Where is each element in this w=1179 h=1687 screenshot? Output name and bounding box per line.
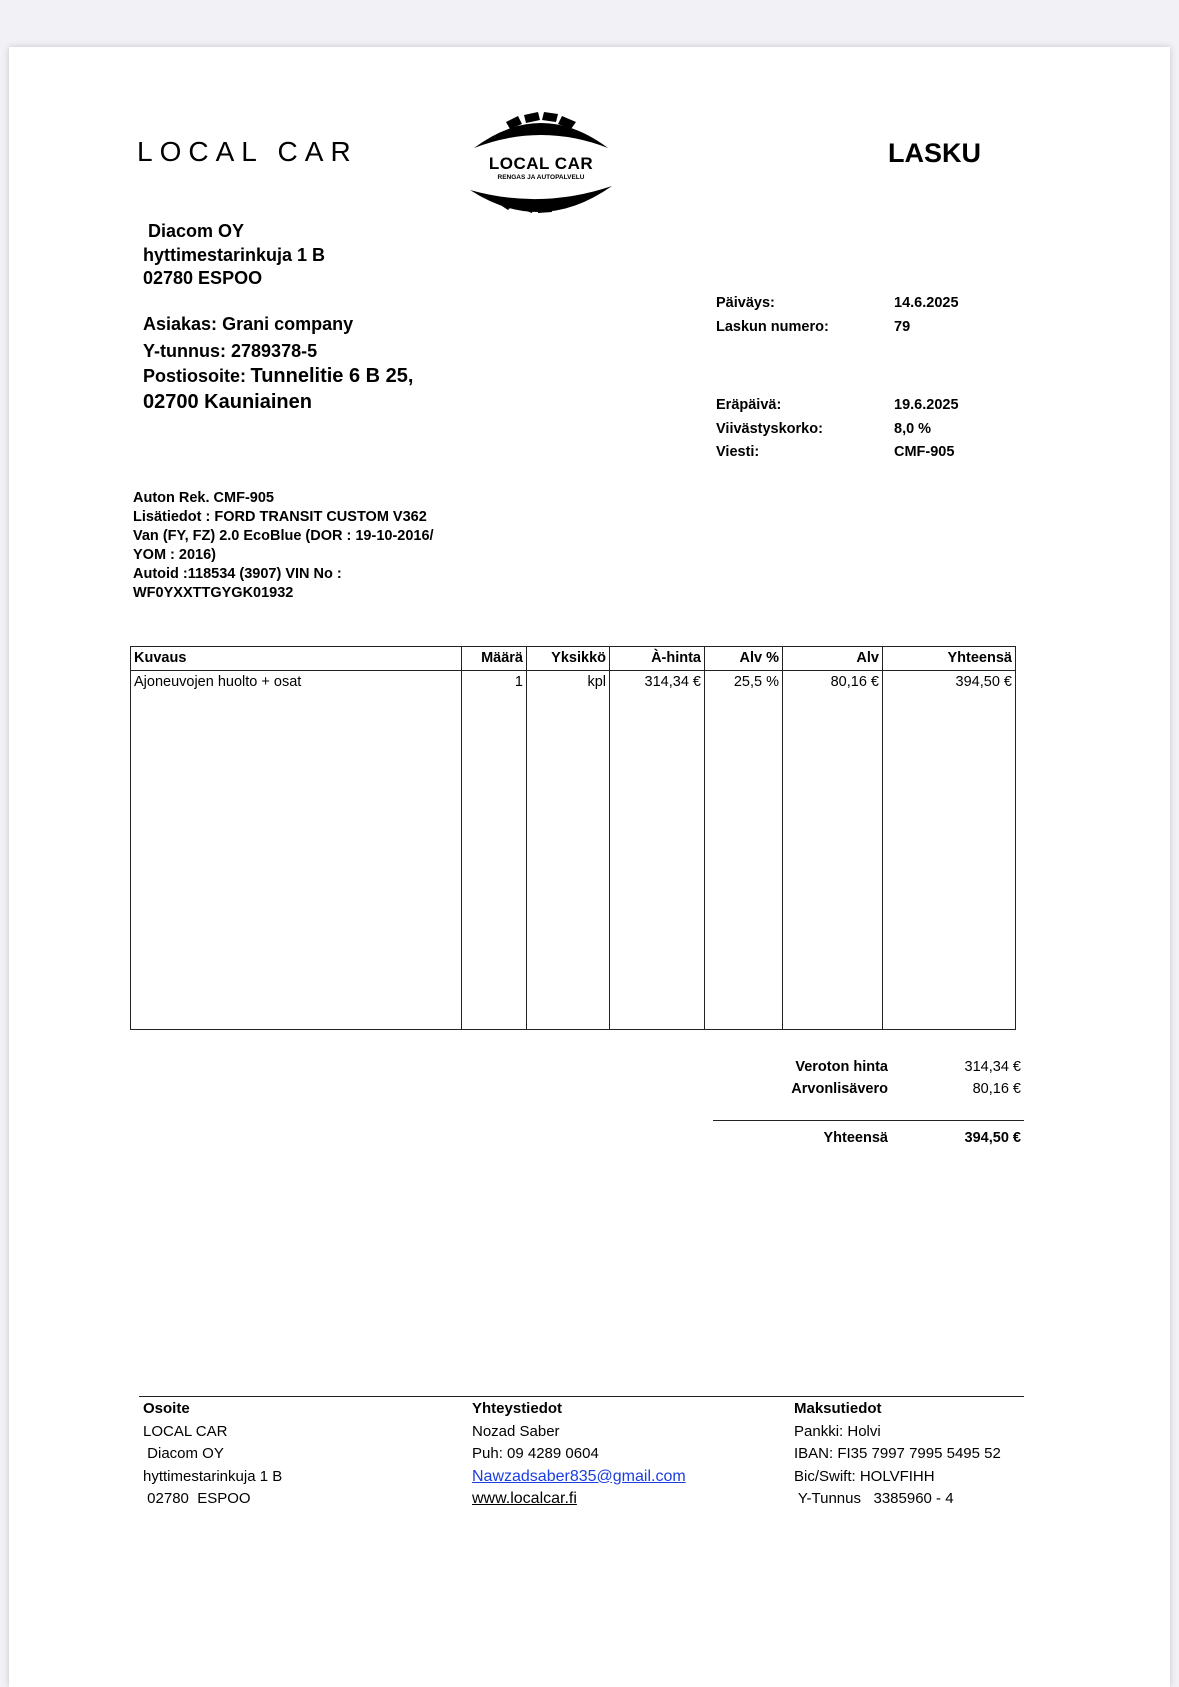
car-info-line: Van (FY, FZ) 2.0 EcoBlue (DOR : 19-10-2016/ bbox=[133, 528, 434, 544]
logo-subtitle: RENGAS JA AUTOPALVELU bbox=[497, 174, 585, 181]
totals-divider bbox=[713, 1120, 1024, 1121]
payment-bank: Pankki: Holvi bbox=[794, 1422, 881, 1440]
footer-address-heading: Osoite bbox=[143, 1400, 190, 1417]
customer-name: Grani company bbox=[222, 314, 354, 334]
company-brand: LOCAL CAR bbox=[137, 136, 358, 167]
car-info bbox=[133, 489, 463, 603]
header-total: Yhteensä bbox=[947, 650, 1012, 666]
footer-contact bbox=[472, 1398, 686, 1511]
payment-bic: Bic/Swift: HOLVFIHH bbox=[794, 1467, 935, 1485]
header-vat: Alv bbox=[856, 650, 879, 666]
customer-address-line2: 02700 Kauniainen bbox=[143, 391, 312, 413]
footer-address bbox=[143, 1398, 282, 1511]
row-description: Ajoneuvojen huolto + osat bbox=[134, 674, 302, 690]
customer-address-line1: Tunnelitie 6 B 25, bbox=[250, 365, 414, 387]
header-quantity: Määrä bbox=[481, 650, 523, 666]
header-unit: Yksikkö bbox=[551, 650, 606, 666]
payment-iban: IBAN: FI35 7997 7995 5495 52 bbox=[794, 1445, 1001, 1462]
contact-name: Nozad Saber bbox=[472, 1422, 560, 1440]
car-info-line: Auton Rek. CMF-905 bbox=[133, 490, 274, 506]
company-city: 02780 ESPOO bbox=[143, 268, 263, 288]
interest-label: Viivästyskorko: bbox=[716, 421, 823, 437]
customer-ytunnus-label: Y-tunnus: bbox=[143, 341, 226, 361]
customer-address-line bbox=[143, 365, 413, 388]
message-value: CMF-905 bbox=[894, 444, 955, 460]
logo-title: LOCAL CAR bbox=[488, 154, 594, 173]
grand-total-value: 394,50 € bbox=[964, 1130, 1021, 1146]
footer-payment bbox=[794, 1398, 1001, 1511]
payment-ytunnus: Y-Tunnus 3385960 - 4 bbox=[794, 1490, 954, 1507]
header-description: Kuvaus bbox=[134, 650, 187, 666]
footer-address-line: Diacom OY bbox=[143, 1445, 224, 1462]
net-total-label: Veroton hinta bbox=[795, 1059, 888, 1075]
customer-ytunnus: 2789378-5 bbox=[231, 341, 318, 361]
row-vat-percent: 25,5 % bbox=[733, 674, 779, 690]
car-info-line: Autoid :118534 (3907) VIN No : bbox=[133, 566, 342, 582]
date-value: 14.6.2025 bbox=[894, 295, 959, 311]
header-unit-price: À-hinta bbox=[651, 650, 701, 666]
invoice-number-value: 79 bbox=[894, 319, 911, 335]
row-unit: kpl bbox=[587, 674, 606, 690]
footer-address-line: hyttimestarinkuja 1 B bbox=[143, 1467, 283, 1485]
contact-email-link[interactable]: Nawzadsaber835@gmail.com bbox=[472, 1467, 686, 1485]
footer-address-line: LOCAL CAR bbox=[143, 1422, 228, 1440]
document-title: LASKU bbox=[888, 138, 981, 168]
customer-name-line bbox=[143, 314, 353, 335]
row-total: 394,50 € bbox=[955, 674, 1012, 690]
vat-total-label: Arvonlisävero bbox=[791, 1081, 888, 1097]
due-date-value: 19.6.2025 bbox=[894, 397, 959, 413]
header-vat-percent: Alv % bbox=[739, 650, 779, 666]
car-info-line: YOM : 2016) bbox=[133, 547, 216, 563]
row-unit-price: 314,34 € bbox=[644, 674, 701, 690]
grand-total-label: Yhteensä bbox=[823, 1130, 888, 1146]
interest-value: 8,0 % bbox=[894, 421, 932, 437]
message-label: Viesti: bbox=[716, 444, 760, 460]
local-car-logo bbox=[466, 110, 616, 218]
due-date-label: Eräpäivä: bbox=[716, 397, 782, 413]
vat-total-value: 80,16 € bbox=[972, 1081, 1021, 1097]
footer-payment-heading: Maksutiedot bbox=[794, 1400, 882, 1417]
customer-name-label: Asiakas: bbox=[143, 314, 218, 334]
footer-contact-heading: Yhteystiedot bbox=[472, 1400, 563, 1417]
customer-ytunnus-line bbox=[143, 341, 317, 362]
date-label: Päiväys: bbox=[716, 295, 775, 311]
invoice-table bbox=[130, 646, 1016, 1030]
website-link[interactable]: www.localcar.fi bbox=[472, 1490, 577, 1507]
footer-divider bbox=[139, 1396, 1024, 1397]
footer-address-line: 02780 ESPOO bbox=[143, 1490, 251, 1507]
car-info-line: Lisätiedot : FORD TRANSIT CUSTOM V362 bbox=[133, 509, 427, 525]
row-vat: 80,16 € bbox=[830, 674, 879, 690]
row-quantity: 1 bbox=[514, 674, 523, 690]
company-name: Diacom OY bbox=[148, 221, 245, 241]
company-street: hyttimestarinkuja 1 B bbox=[143, 245, 326, 265]
contact-phone: Puh: 09 4289 0604 bbox=[472, 1445, 599, 1462]
customer-address-label: Postiosoite: bbox=[143, 366, 247, 386]
invoice-number-label: Laskun numero: bbox=[716, 319, 829, 335]
car-info-line: WF0YXXTTGYGK01932 bbox=[133, 585, 294, 601]
net-total-value: 314,34 € bbox=[964, 1059, 1021, 1075]
